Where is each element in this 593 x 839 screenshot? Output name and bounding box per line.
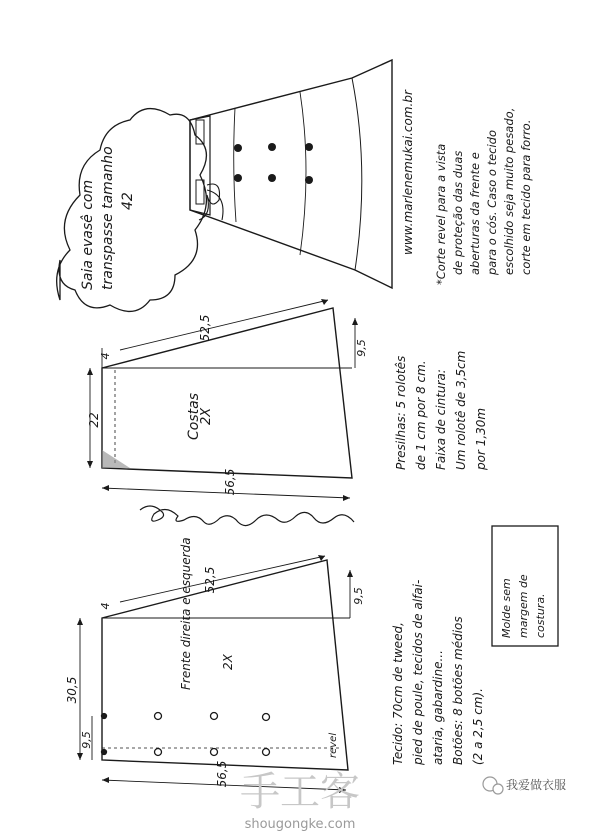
lining-note-line: aberturas da frente e (468, 152, 482, 275)
signature (140, 506, 354, 526)
stamp-line: Molde sem (500, 578, 513, 638)
button-icon (211, 749, 218, 756)
facing-label: revel (328, 732, 339, 758)
fabric-note-line: (2 a 2,5 cm). (471, 688, 485, 765)
button-icon (234, 144, 242, 152)
fabric-note-line: Tecido: 70cm de tweed, (391, 622, 405, 765)
watermark (240, 769, 566, 832)
button-icon (305, 176, 313, 184)
button-icon (155, 749, 162, 756)
website: www.marlenemukai.com.br (401, 90, 415, 255)
watermark-brand: 手工客 (240, 769, 360, 815)
skirt-illustration (190, 60, 392, 288)
button-icon (155, 713, 162, 720)
lining-note-line: escolhido seja muito pesado, (502, 107, 516, 275)
button-icon (263, 714, 270, 721)
wechat-account: 我爱做衣服 (506, 778, 567, 792)
belt-loop (196, 180, 204, 204)
buttonhole-icon (102, 750, 107, 755)
dim-line-top (120, 556, 325, 602)
belt-notes (394, 351, 488, 471)
button-icon (211, 713, 218, 720)
title-line-2: transpasse tamanho (100, 146, 116, 290)
back-pattern-piece (87, 299, 368, 501)
belt-note-line: de 1 cm por 8 cm. (414, 360, 428, 470)
button-icon (268, 143, 276, 151)
title-cloud (57, 109, 207, 312)
front-button-offset: 9,5 (80, 731, 93, 749)
back-bottom-width: 56,5 (223, 468, 237, 496)
belt-note-line: Presilhas: 5 rolotês (394, 355, 408, 470)
skirt-buttons (234, 143, 313, 184)
belt-note-line: Um rolotê de 3,5cm (454, 350, 468, 470)
belt-note-line: Faixa de cintura: (434, 369, 448, 470)
back-top-width: 52,5 (198, 314, 212, 342)
stamp-line: costura. (534, 593, 547, 638)
front-piece-name: Frente direita e esquerda (179, 537, 193, 690)
belt-note-line: por 1,30m (474, 407, 488, 470)
watermark-url: shougongke.com (244, 817, 356, 832)
fabric-notes (391, 580, 485, 766)
back-top-rise: 4 (99, 352, 112, 360)
lining-note-line: *Corte revel para a vista (434, 143, 448, 285)
front-top-rise: 4 (99, 602, 112, 610)
lining-note-line: corte em tecido para forro. (519, 119, 533, 275)
front-top-width: 52,5 (203, 566, 217, 594)
button-icon (268, 174, 276, 182)
fabric-note-line: ataria, gabardine... (431, 650, 445, 765)
button-icon (305, 143, 313, 151)
back-hem-rise: 9,5 (355, 339, 368, 357)
lining-note-line: para o cós. Caso o tecido (485, 129, 499, 275)
front-buttons (102, 713, 270, 756)
back-piece-outline (102, 308, 352, 478)
title-size: 42 (120, 192, 136, 210)
back-piece-qty: 2X (199, 407, 214, 425)
fabric-note-line: Botões: 8 botões médios (451, 616, 465, 765)
dim-line-top (120, 300, 328, 350)
front-pattern-piece (65, 537, 365, 793)
hatch-corner (102, 450, 130, 468)
button-icon (234, 174, 242, 182)
buttonhole-icon (102, 714, 107, 719)
lining-note (434, 108, 533, 285)
back-height: 22 (87, 412, 101, 428)
front-hem-rise: 9,5 (352, 587, 365, 605)
front-piece-qty: 2X (221, 654, 235, 670)
lining-note-line: de proteção das duas (451, 150, 465, 275)
no-seam-allowance-stamp (492, 526, 558, 646)
front-height: 30,5 (65, 676, 79, 704)
title-line-1: Saia evasê com (80, 179, 96, 290)
back-piece-name: Costas (186, 393, 202, 440)
stamp-line: margem de (517, 574, 530, 638)
fabric-note-line: pied de poule, tecidos de alfai- (411, 579, 425, 765)
front-bottom-width: 56,5 (215, 760, 229, 788)
button-icon (263, 749, 270, 756)
